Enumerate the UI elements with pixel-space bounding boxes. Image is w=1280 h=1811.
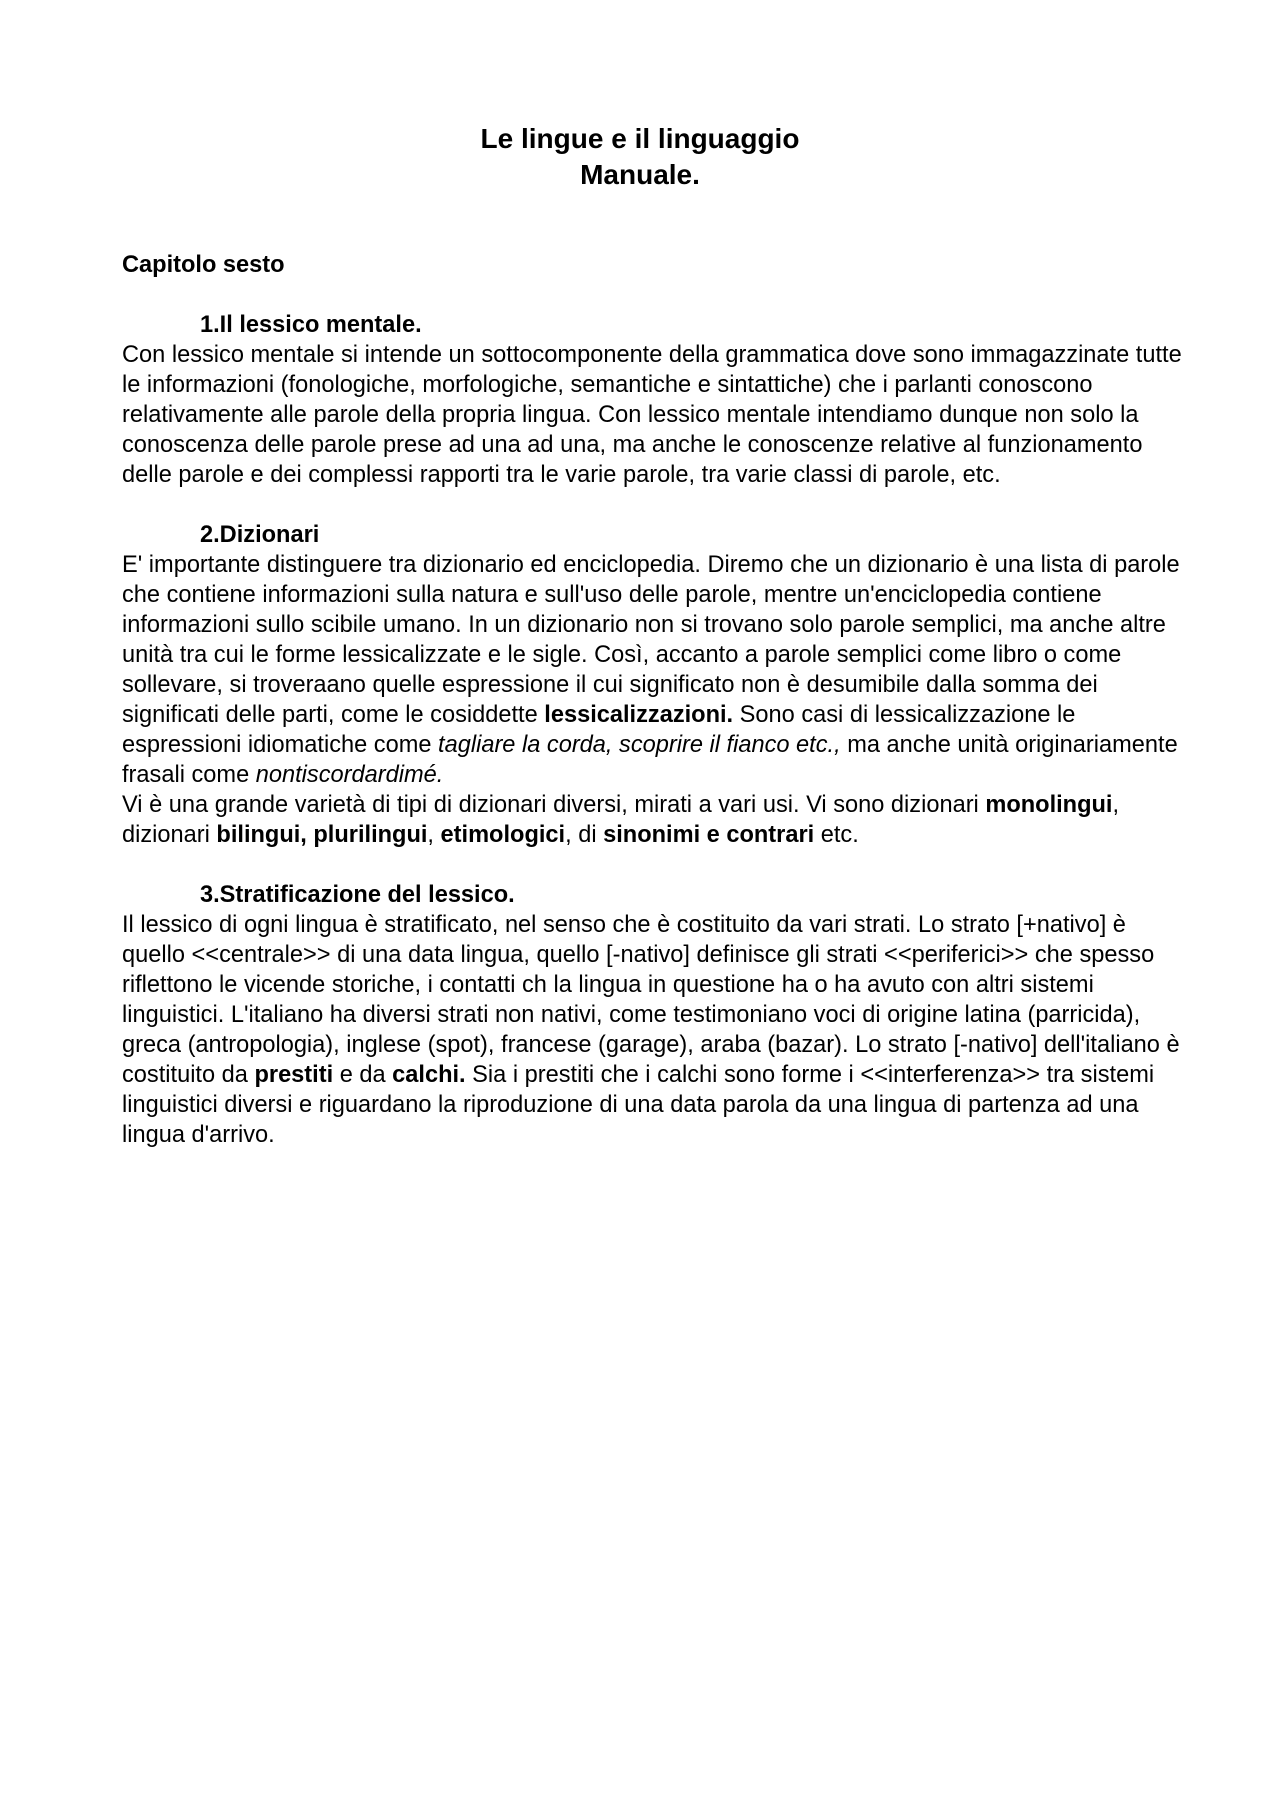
document-title: Le lingue e il linguaggio bbox=[480, 123, 800, 154]
bold-term-lessicalizzazioni: lessicalizzazioni. bbox=[544, 702, 734, 728]
section-heading-stratificazione: 3.Stratificazione del lessico. bbox=[200, 882, 515, 908]
paragraph-stratificazione: Il lessico di ogni lingua è stratificato, nel senso che è costituito da vari strati. Lo strato [+nativo] è quello <<centrale>> di una data lingua, quello [-nativo] definisce gli strati <<periferici>> che spesso riflettono le vicende storiche, i contatti ch la lingua in questione ha o ha avuto con altri sistemi linguistici. L'italiano ha diversi strati non nativi, come testimoniano voci di origine latina (parricida), greca (antropologia), inglese (spot), francese (garage), araba (bazar). Lo strato [-nativo] dell'italiano è costituito da prestiti e da calchi. Sia i prestiti che i calchi sono forme i <<interferenza>> tra sistemi linguistici diversi e riguardano la riproduzione di una data parola da una lingua di partenza ad una lingua d'arrivo. bbox=[122, 912, 1180, 1148]
italic-example-nontiscordardime: nontiscordardimé. bbox=[255, 762, 444, 788]
paragraph-lessico-mentale: Con lessico mentale si intende un sottocomponente della grammatica dove sono immagazzinate tutte le informazioni (fonologiche, morfologiche, semantiche e sintattiche) che i parlanti conoscono relativamente alle parole della propria lingua. Con lessico mentale intendiamo dunque non solo la conoscenza delle parole prese ad una ad una, ma anche le conoscenze relative al funzionamento delle parole e dei complessi rapporti tra le varie parole, tra varie classi di parole, etc. bbox=[122, 342, 1182, 488]
paragraph-dizionari-2: Vi è una grande varietà di tipi di dizionari diversi, mirati a vari usi. Vi sono dizionari monolingui, dizionari bilingui, plurilingui, etimologici, di sinonimi e contrari etc. bbox=[122, 792, 1120, 848]
section-heading-dizionari: 2.Dizionari bbox=[200, 522, 320, 548]
bold-term-monolingui: monolingui bbox=[985, 792, 1113, 818]
document-body bbox=[122, 250, 1182, 1150]
bold-term-bilingui: bilingui, plurilingui bbox=[216, 822, 428, 848]
document-subtitle: Manuale. bbox=[580, 159, 700, 190]
bold-term-prestiti: prestiti bbox=[254, 1062, 334, 1088]
document-title-block bbox=[0, 121, 1280, 193]
bold-term-etimologici: etimologici bbox=[440, 822, 566, 848]
chapter-heading: Capitolo sesto bbox=[122, 252, 285, 278]
italic-examples: tagliare la corda, scoprire il fianco etc., bbox=[438, 732, 841, 758]
section-heading-lessico-mentale: 1.Il lessico mentale. bbox=[200, 312, 422, 338]
paragraph-dizionari-1: E' importante distinguere tra dizionario ed enciclopedia. Diremo che un dizionario è una lista di parole che contiene informazioni sulla natura e sull'uso delle parole, mentre un'enciclopedia contiene informazioni sullo scibile umano. In un dizionario non si trovano solo parole semplici, ma anche altre unità tra cui le forme lessicalizzate e le sigle. Così, accanto a parole semplici come libro o come sollevare, si troveraano quelle espressione il cui significato non è desumibile dalla somma dei significati delle parti, come le cosiddette lessicalizzazioni. Sono casi di lessicalizzazione le espressioni idiomatiche come tagliare la corda, scoprire il fianco etc., ma anche unità originariamente frasali come nontiscordardimé. bbox=[122, 552, 1180, 788]
bold-term-sinonimi: sinonimi e contrari bbox=[603, 822, 815, 848]
bold-term-calchi: calchi. bbox=[392, 1062, 466, 1088]
